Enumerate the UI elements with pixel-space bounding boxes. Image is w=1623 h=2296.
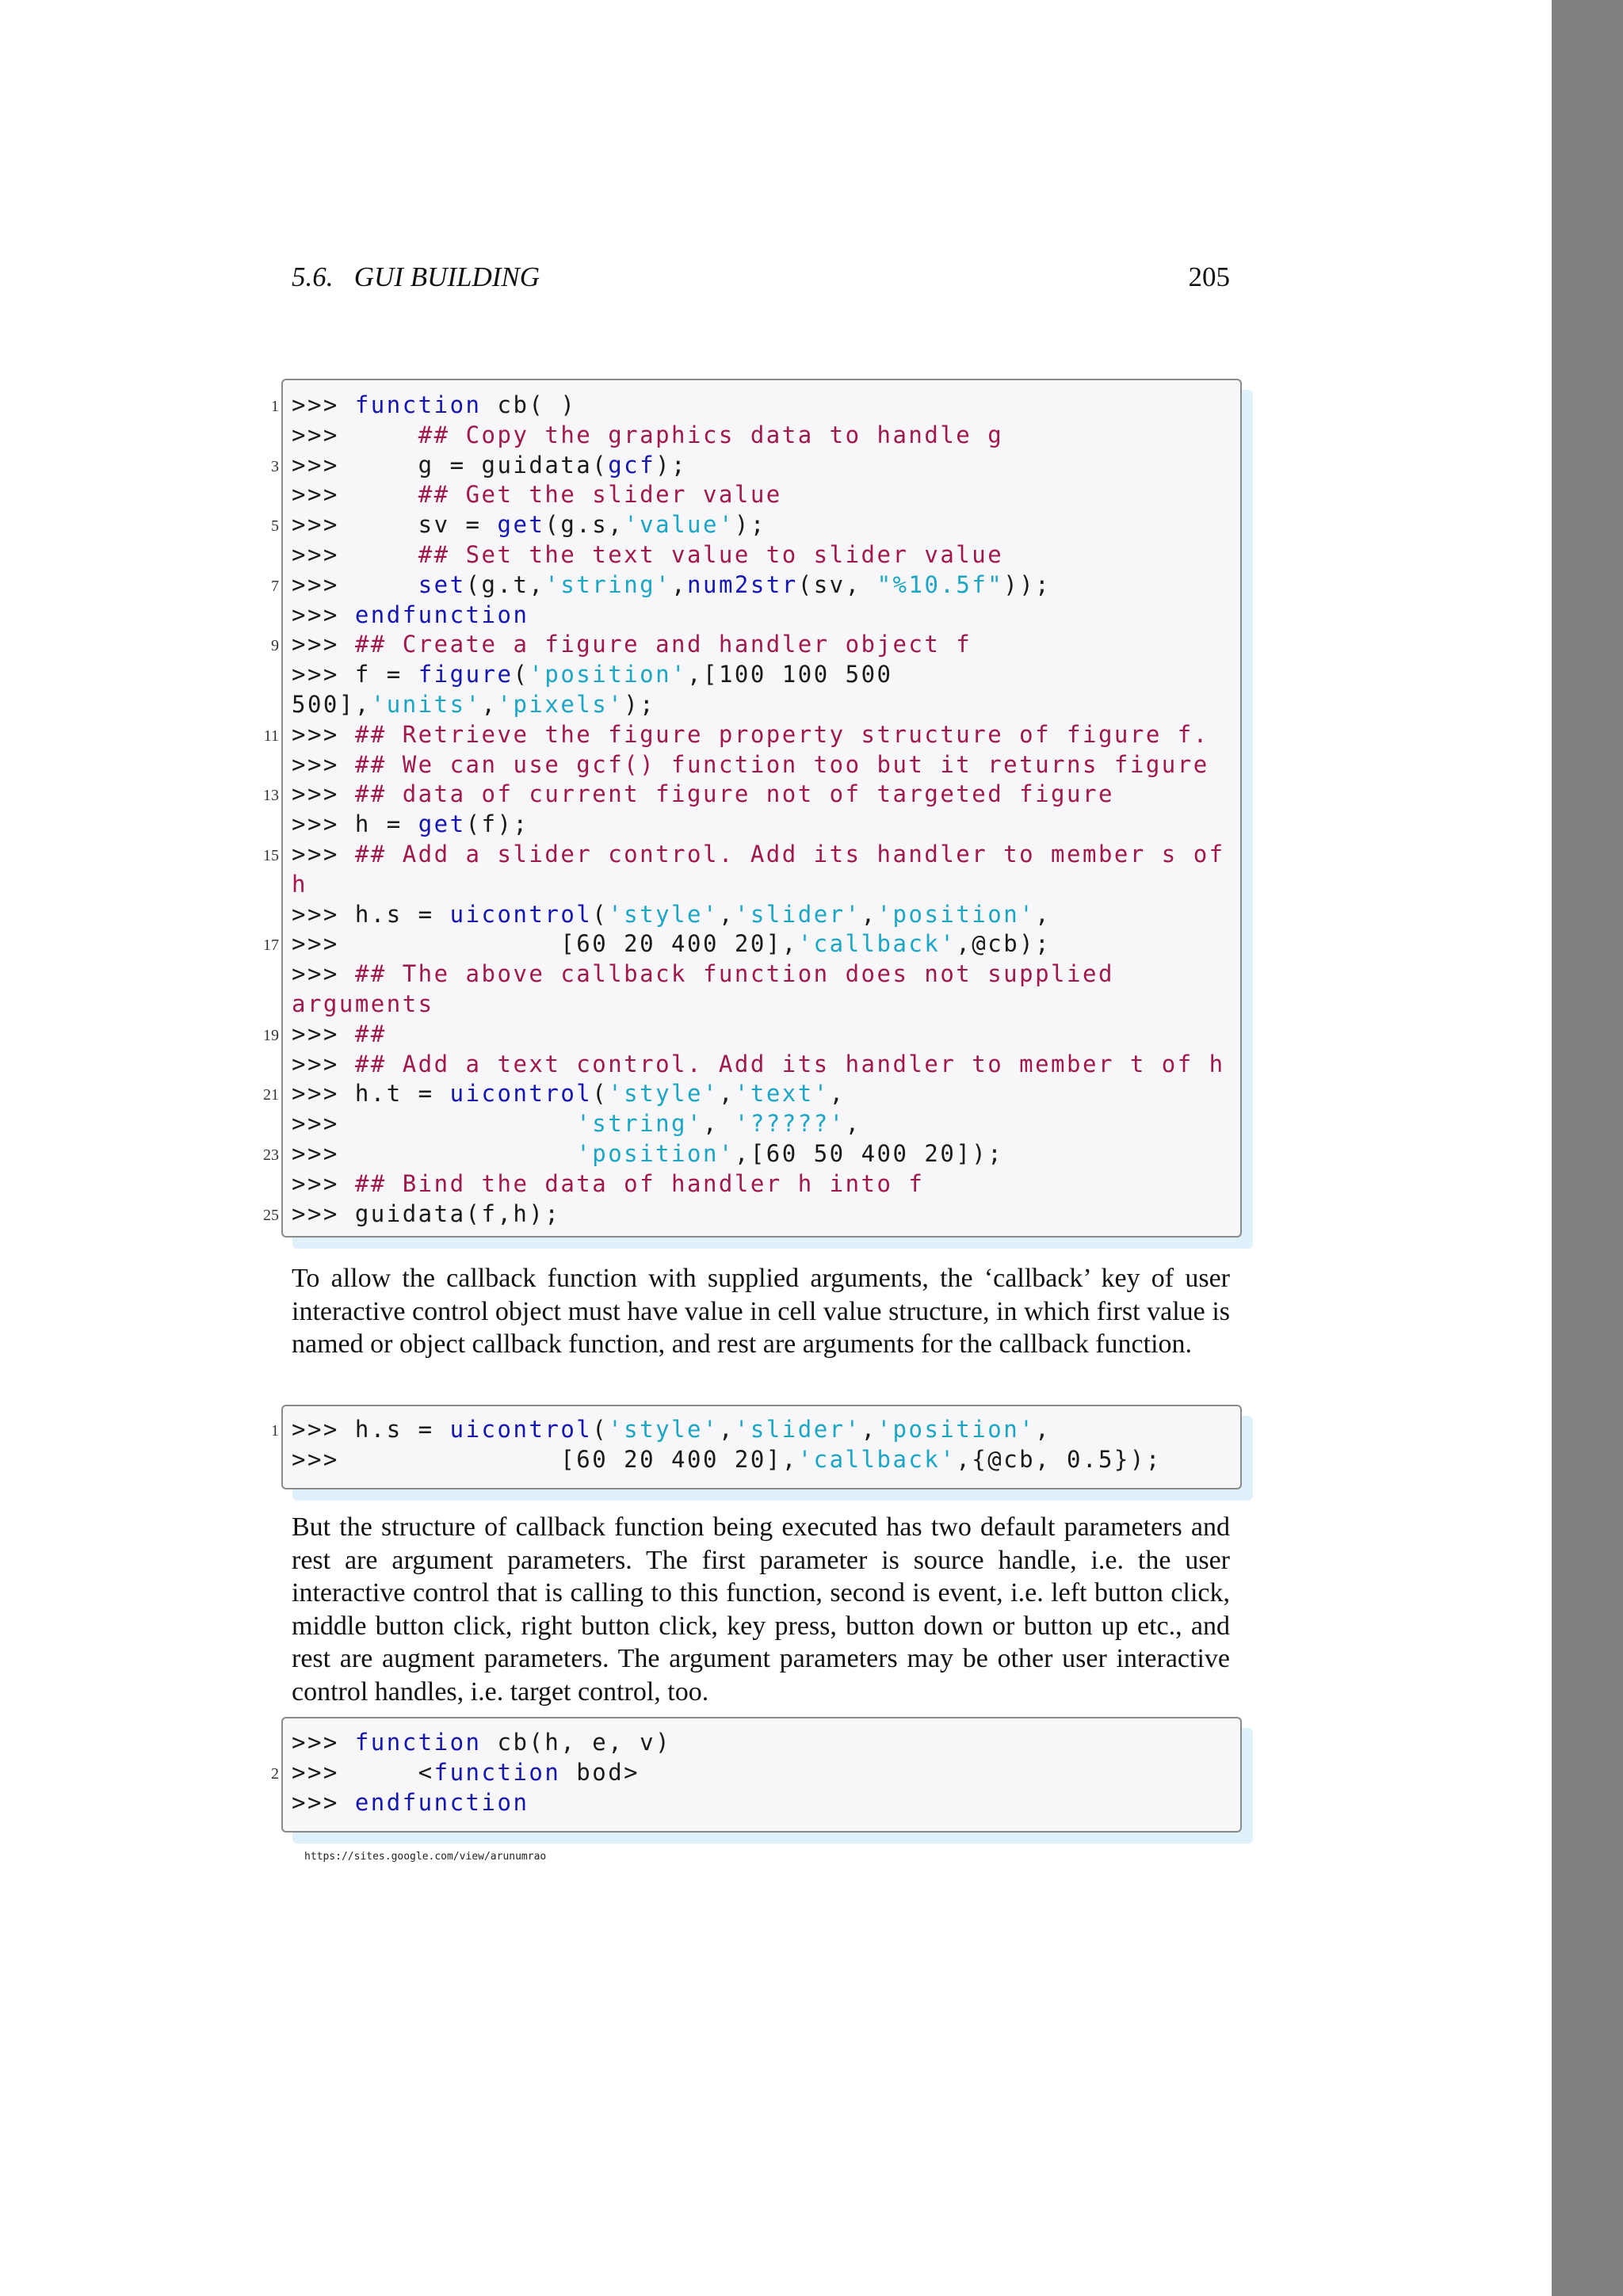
- code-token: bod>: [560, 1758, 640, 1786]
- line-number: 1: [271, 1422, 279, 1440]
- code-token: ##: [354, 1020, 387, 1047]
- code-token: h: [292, 870, 307, 898]
- code-token: );: [655, 451, 688, 479]
- code-token: ,: [861, 1416, 877, 1443]
- code-line: [292, 809, 529, 839]
- code-token: (: [592, 900, 609, 928]
- code-token: 'style': [608, 900, 719, 928]
- code-token: );: [734, 511, 766, 539]
- code-token: >>>: [292, 960, 355, 988]
- code-token: 'callback': [797, 930, 957, 958]
- code-token: gcf: [608, 451, 656, 479]
- code-token: >>>: [292, 601, 355, 628]
- code-token: cb(h, e, v): [481, 1729, 672, 1756]
- code-token: uicontrol: [449, 1416, 593, 1443]
- line-number: 19: [263, 1026, 279, 1044]
- code-token: >>> h.t =: [292, 1080, 450, 1108]
- code-token: 500],: [292, 691, 371, 718]
- code-token: ,{@cb, 0.5});: [956, 1445, 1162, 1473]
- code-token: >>> g = guidata(: [292, 451, 609, 479]
- code-token: >>>: [292, 750, 355, 778]
- code-token: (sv,: [797, 570, 877, 598]
- code-line: [292, 1169, 924, 1199]
- code-token: ,: [702, 1110, 735, 1138]
- code-token: ## Retrieve the figure property structure of figure f.: [354, 720, 1209, 748]
- code-line: [292, 1444, 1162, 1474]
- code-token: 'units': [370, 691, 482, 718]
- code-token: '?????': [734, 1110, 846, 1138]
- code-line: [292, 1727, 671, 1757]
- code-token: arguments: [292, 990, 434, 1017]
- code-token: >>>: [292, 1020, 355, 1047]
- line-number: 25: [263, 1206, 279, 1224]
- code-token: (g.s,: [544, 511, 624, 539]
- code-token: 'slider': [734, 900, 861, 928]
- code-token: figure: [418, 661, 514, 688]
- code-token: ## Add a text control. Add its handler to member t of h: [354, 1050, 1225, 1077]
- code-token: 'pixels': [497, 691, 624, 718]
- code-token: ,: [1035, 900, 1052, 928]
- code-token: (: [513, 661, 529, 688]
- code-token: (: [592, 1416, 609, 1443]
- code-token: >>> [60 20 400 20],: [292, 1445, 798, 1473]
- code-token: >>>: [292, 570, 418, 598]
- code-token: get: [497, 511, 545, 539]
- code-token: 'position': [876, 900, 1036, 928]
- code-line: [292, 509, 766, 540]
- code-token: ,@cb);: [956, 930, 1052, 958]
- code-line: [292, 689, 655, 719]
- code-token: >>> h.s =: [292, 900, 450, 928]
- code-line: [292, 540, 1003, 570]
- code-token: ## Bind the data of handler h into f: [354, 1169, 925, 1197]
- paragraph-2: But the structure of callback function being executed has two default parameters and rest are argument parameters. The first parameter is source handle, i.e. the user interactive control that is calling to this function, second is event, i.e. left button click, middle button click, right button click, key press, button down or button up etc., and rest are augment parameters. The argument parameters may be other user interactive control handles, i.e. target control, too.: [292, 1512, 1230, 1707]
- code-token: "%10.5f": [876, 570, 1004, 598]
- code-token: >>>: [292, 1169, 355, 1197]
- code-token: function: [433, 1758, 561, 1786]
- code-line: [292, 420, 1003, 450]
- code-token: ## data of current figure not of targeted figure: [354, 780, 1114, 808]
- code-token: 'text': [734, 1080, 830, 1108]
- code-token: 'style': [608, 1416, 719, 1443]
- code-token: ,[60 50 400 20]);: [734, 1140, 1004, 1167]
- code-token: >>>: [292, 481, 418, 509]
- code-token: ## Create a figure and handler object f: [354, 631, 972, 658]
- line-number: 13: [263, 787, 279, 805]
- code-token: ,[100 100 500: [687, 661, 893, 688]
- code-token: >>>: [292, 541, 418, 568]
- code-token: num2str: [687, 570, 798, 598]
- code-line: [292, 719, 1209, 749]
- code-line: [292, 390, 576, 420]
- code-line: [292, 659, 893, 689]
- code-token: );: [624, 691, 656, 718]
- code-token: ## We can use gcf() function too but it returns figure: [354, 750, 1209, 778]
- code-token: >>> [60 20 400 20],: [292, 930, 798, 958]
- code-token: endfunction: [354, 601, 529, 628]
- code-token: ## Get the slider value: [418, 481, 782, 509]
- code-token: ,: [861, 900, 877, 928]
- code-token: endfunction: [354, 1788, 529, 1816]
- code-token: 'style': [608, 1080, 719, 1108]
- line-number: 23: [263, 1146, 279, 1164]
- code-line: [292, 869, 307, 899]
- code-line: [292, 570, 1051, 600]
- code-token: ,: [829, 1080, 846, 1108]
- code-token: >>>: [292, 1050, 355, 1077]
- line-number: 7: [271, 577, 279, 595]
- section-title: 5.6. GUI BUILDING: [292, 261, 540, 292]
- code-token: >>>: [292, 841, 355, 868]
- code-token: ,: [1035, 1416, 1052, 1443]
- code-token: 'position': [529, 661, 688, 688]
- code-token: ,: [671, 570, 688, 598]
- code-token: (f);: [465, 810, 529, 838]
- code-line: [292, 629, 972, 659]
- page-edge-bar: [1552, 0, 1623, 2296]
- code-token: >>>: [292, 631, 355, 658]
- code-token: >>>: [292, 1110, 577, 1138]
- code-token: (: [592, 1080, 609, 1108]
- code-line: [292, 450, 687, 480]
- code-token: ,: [481, 691, 498, 718]
- code-line: [292, 1757, 640, 1787]
- code-token: >>>: [292, 780, 355, 808]
- code-token: uicontrol: [449, 900, 593, 928]
- code-token: ,: [718, 1080, 735, 1108]
- code-token: ,: [718, 900, 735, 928]
- code-token: cb( ): [481, 391, 577, 418]
- code-line: [292, 1049, 1225, 1079]
- page-number: 205: [1188, 261, 1230, 292]
- code-token: 'slider': [734, 1416, 861, 1443]
- line-number: 1: [271, 398, 279, 415]
- code-token: 'value': [624, 511, 735, 539]
- code-token: >>>: [292, 720, 355, 748]
- code-token: >>> h.s =: [292, 1416, 450, 1443]
- code-token: >>>: [292, 421, 418, 448]
- code-line: [292, 1787, 529, 1817]
- line-number: 3: [271, 457, 279, 475]
- code-line: [292, 1078, 846, 1108]
- code-line: [292, 479, 782, 509]
- code-token: function: [354, 391, 482, 418]
- code-token: >>>: [292, 1729, 355, 1756]
- code-token: ));: [1003, 570, 1052, 598]
- code-line: [292, 1199, 560, 1229]
- code-token: 'string': [544, 570, 672, 598]
- line-number: 15: [263, 847, 279, 864]
- code-line: [292, 959, 1114, 989]
- code-line: [292, 1138, 1003, 1169]
- code-token: >>>: [292, 1140, 577, 1167]
- footer-url: https://sites.google.com/view/arunumrao: [304, 1851, 547, 1863]
- code-line: [292, 899, 1051, 929]
- code-token: >>> <: [292, 1758, 434, 1786]
- code-token: ## Add a slider control. Add its handler to member s of: [354, 841, 1225, 868]
- code-token: 'callback': [797, 1445, 957, 1473]
- line-number: 9: [271, 637, 279, 655]
- code-token: >>> h =: [292, 810, 418, 838]
- code-token: 'string': [576, 1110, 703, 1138]
- line-number: 5: [271, 517, 279, 536]
- code-token: 'position': [576, 1140, 735, 1167]
- code-line: [292, 929, 1051, 959]
- line-number: 2: [271, 1764, 279, 1783]
- code-line: [292, 1414, 1051, 1444]
- code-token: uicontrol: [449, 1080, 593, 1108]
- code-token: ,: [718, 1416, 735, 1443]
- code-token: >>> sv =: [292, 511, 498, 539]
- code-line: [292, 779, 1114, 809]
- code-line: [292, 839, 1225, 869]
- code-token: (g.t,: [465, 570, 545, 598]
- code-token: >>>: [292, 1788, 355, 1816]
- line-number: 17: [263, 936, 279, 955]
- code-token: 'position': [876, 1416, 1036, 1443]
- code-token: ## Set the text value to slider value: [418, 541, 1004, 568]
- code-line: [292, 1019, 387, 1049]
- code-token: ## Copy the graphics data to handle g: [418, 421, 1004, 448]
- code-line: [292, 1108, 861, 1138]
- code-token: get: [418, 810, 466, 838]
- code-token: ,: [845, 1110, 861, 1138]
- code-line: [292, 749, 1209, 780]
- line-number: 11: [263, 727, 279, 745]
- code-token: function: [354, 1729, 482, 1756]
- paragraph-1: To allow the callback function with supplied arguments, the ‘callback’ key of user interactive control object must have value in cell value structure, in which first value is named or object callback function, and rest are arguments for the callback function.: [292, 1264, 1230, 1359]
- code-token: ## The above callback function does not supplied: [354, 960, 1114, 988]
- code-line: [292, 989, 434, 1019]
- code-token: >>> guidata(f,h);: [292, 1199, 561, 1227]
- code-token: >>>: [292, 391, 355, 418]
- code-token: >>> f =: [292, 661, 418, 688]
- code-token: set: [418, 570, 466, 598]
- code-line: [292, 600, 529, 630]
- line-number: 21: [263, 1086, 279, 1104]
